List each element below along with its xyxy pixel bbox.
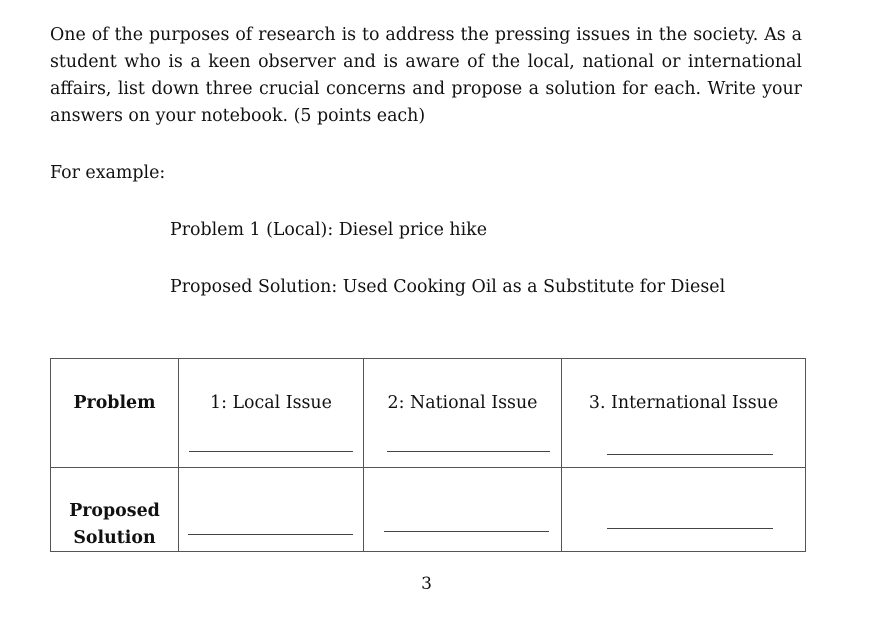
international-issue-header: 3. International Issue — [588, 393, 779, 413]
solution-header-cell — [51, 467, 179, 551]
page-number: 3 — [421, 574, 432, 594]
example-label: For example: — [50, 163, 166, 183]
problem-header: Problem — [73, 393, 156, 413]
local-issue-header: 1: Local Issue — [210, 393, 332, 413]
national-solution-cell — [364, 467, 562, 551]
local-solution-cell — [179, 467, 364, 551]
local-problem-blank — [189, 451, 353, 452]
international-solution-cell — [562, 467, 806, 551]
national-issue-header: 2: National Issue — [387, 393, 538, 413]
instructions-paragraph: One of the purposes of research is to address the pressing issues in the society. As a student who is a keen observer and is aware of the local, national or international affairs, list down three crucial concerns and propose a solution for each. Write your answers on your notebook. (5 points each) — [50, 25, 802, 126]
solution-row — [51, 467, 806, 551]
national-issue-cell — [364, 359, 562, 468]
international-issue-cell — [562, 359, 806, 468]
national-problem-blank — [387, 451, 550, 452]
problem-header-cell — [51, 359, 179, 468]
example-problem: Problem 1 (Local): Diesel price hike — [170, 220, 487, 240]
local-issue-cell — [179, 359, 364, 468]
solution-header: Proposed Solution — [69, 500, 160, 548]
national-solution-blank — [384, 531, 549, 532]
local-solution-blank — [188, 534, 353, 535]
problem-row — [51, 359, 806, 468]
international-problem-blank — [607, 454, 773, 455]
example-solution: Proposed Solution: Used Cooking Oil as a Substitute for Diesel — [170, 277, 726, 297]
answer-table — [50, 358, 806, 552]
international-solution-blank — [607, 528, 773, 529]
